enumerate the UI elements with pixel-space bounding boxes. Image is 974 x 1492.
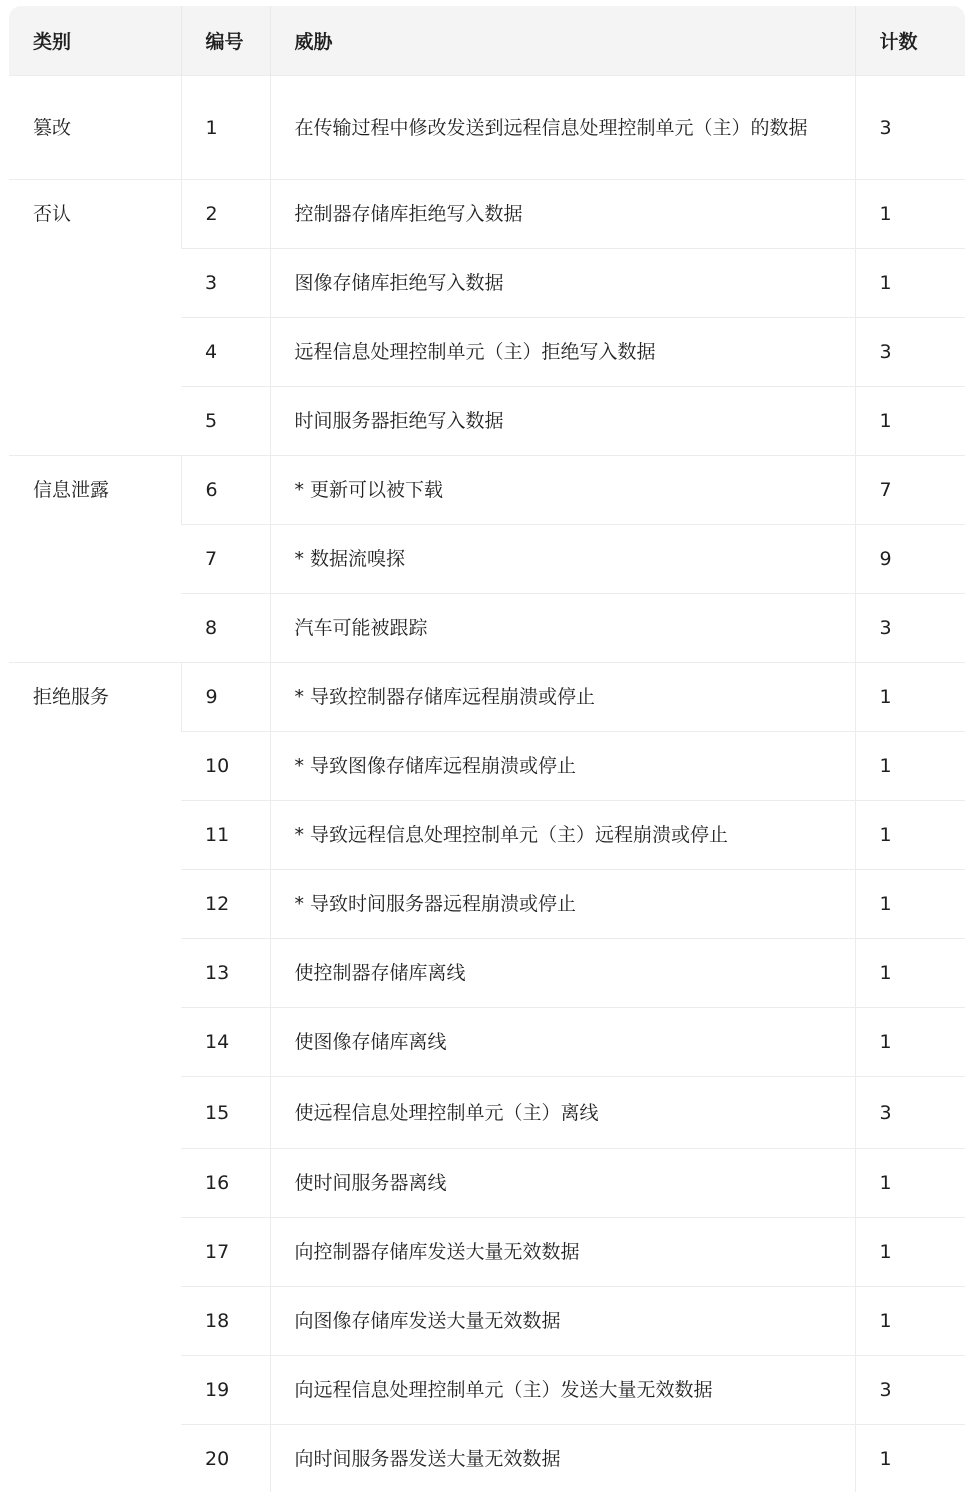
table-row xyxy=(9,663,965,732)
number-cell: 14 xyxy=(181,1008,270,1077)
number-cell: 18 xyxy=(181,1287,270,1356)
threat-cell: 控制器存储库拒绝写入数据 xyxy=(270,180,855,249)
threat-cell: 使远程信息处理控制单元（主）离线 xyxy=(270,1077,855,1149)
count-cell: 3 xyxy=(855,76,965,180)
number-cell: 5 xyxy=(181,387,270,456)
number-cell: 19 xyxy=(181,1356,270,1425)
threat-cell: * 导致时间服务器远程崩溃或停止 xyxy=(270,870,855,939)
table-row xyxy=(9,180,965,249)
threat-cell: * 更新可以被下载 xyxy=(270,456,855,525)
category-cell: 信息泄露 xyxy=(9,456,181,663)
threat-cell: 向远程信息处理控制单元（主）发送大量无效数据 xyxy=(270,1356,855,1425)
count-cell: 1 xyxy=(855,180,965,249)
count-cell: 3 xyxy=(855,318,965,387)
threat-cell: 向时间服务器发送大量无效数据 xyxy=(270,1425,855,1492)
count-cell: 1 xyxy=(855,732,965,801)
number-cell: 1 xyxy=(181,76,270,180)
count-cell: 1 xyxy=(855,1218,965,1287)
threat-table xyxy=(9,6,965,1492)
threat-cell: 远程信息处理控制单元（主）拒绝写入数据 xyxy=(270,318,855,387)
header-number: 编号 xyxy=(181,6,270,76)
category-cell: 否认 xyxy=(9,180,181,456)
count-cell: 1 xyxy=(855,1287,965,1356)
threat-cell: 使时间服务器离线 xyxy=(270,1149,855,1218)
count-cell: 7 xyxy=(855,456,965,525)
table-header xyxy=(9,6,965,76)
threat-cell: 使控制器存储库离线 xyxy=(270,939,855,1008)
number-cell: 10 xyxy=(181,732,270,801)
number-cell: 3 xyxy=(181,249,270,318)
count-cell: 1 xyxy=(855,939,965,1008)
count-cell: 1 xyxy=(855,387,965,456)
threat-cell: 向图像存储库发送大量无效数据 xyxy=(270,1287,855,1356)
threat-cell: * 导致控制器存储库远程崩溃或停止 xyxy=(270,663,855,732)
count-cell: 1 xyxy=(855,1149,965,1218)
header-count: 计数 xyxy=(855,6,965,76)
count-cell: 1 xyxy=(855,249,965,318)
threat-cell: 使图像存储库离线 xyxy=(270,1008,855,1077)
threat-cell: 在传输过程中修改发送到远程信息处理控制单元（主）的数据 xyxy=(270,76,855,180)
number-cell: 4 xyxy=(181,318,270,387)
number-cell: 13 xyxy=(181,939,270,1008)
number-cell: 7 xyxy=(181,525,270,594)
count-cell: 1 xyxy=(855,1008,965,1077)
threat-cell: * 数据流嗅探 xyxy=(270,525,855,594)
number-cell: 17 xyxy=(181,1218,270,1287)
threat-cell: * 导致图像存储库远程崩溃或停止 xyxy=(270,732,855,801)
number-cell: 9 xyxy=(181,663,270,732)
header-threat: 威胁 xyxy=(270,6,855,76)
category-cell: 拒绝服务 xyxy=(9,663,181,1492)
count-cell: 1 xyxy=(855,663,965,732)
number-cell: 16 xyxy=(181,1149,270,1218)
count-cell: 1 xyxy=(855,801,965,870)
count-cell: 1 xyxy=(855,870,965,939)
count-cell: 1 xyxy=(855,1425,965,1492)
number-cell: 8 xyxy=(181,594,270,663)
number-cell: 20 xyxy=(181,1425,270,1492)
threat-cell: * 导致远程信息处理控制单元（主）远程崩溃或停止 xyxy=(270,801,855,870)
table-body xyxy=(9,76,965,1492)
category-cell: 篡改 xyxy=(9,76,181,180)
count-cell: 9 xyxy=(855,525,965,594)
threat-cell: 向控制器存储库发送大量无效数据 xyxy=(270,1218,855,1287)
number-cell: 15 xyxy=(181,1077,270,1149)
header-row xyxy=(9,6,965,76)
count-cell: 3 xyxy=(855,594,965,663)
table-row xyxy=(9,456,965,525)
threat-cell: 时间服务器拒绝写入数据 xyxy=(270,387,855,456)
header-category: 类别 xyxy=(9,6,181,76)
count-cell: 3 xyxy=(855,1356,965,1425)
threat-cell: 图像存储库拒绝写入数据 xyxy=(270,249,855,318)
table-row xyxy=(9,76,965,180)
threat-cell: 汽车可能被跟踪 xyxy=(270,594,855,663)
number-cell: 12 xyxy=(181,870,270,939)
number-cell: 2 xyxy=(181,180,270,249)
threat-table-container xyxy=(9,6,965,1492)
number-cell: 6 xyxy=(181,456,270,525)
number-cell: 11 xyxy=(181,801,270,870)
count-cell: 3 xyxy=(855,1077,965,1149)
